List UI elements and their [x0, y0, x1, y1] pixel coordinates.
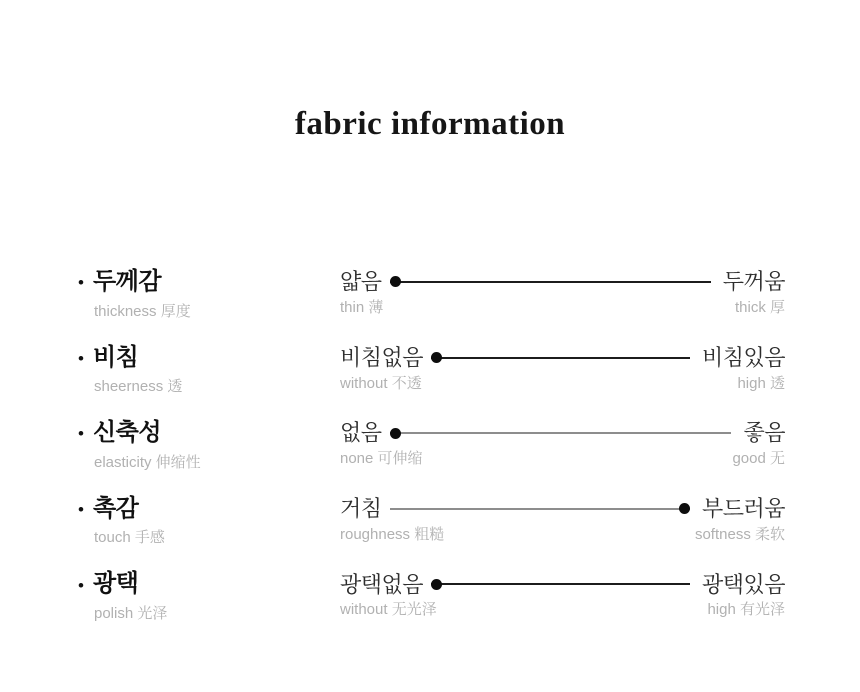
scale-marker-dot — [679, 503, 690, 514]
scale-line — [431, 583, 690, 585]
scale-marker-dot — [431, 579, 442, 590]
attribute-scale-block — [340, 495, 785, 544]
scale-marker-dot — [390, 428, 401, 439]
attribute-scale-block — [340, 344, 785, 393]
attribute-name: 광택 — [93, 570, 139, 598]
attribute-subtitle: thickness 厚度 — [94, 302, 191, 320]
fabric-attribute-row — [78, 268, 785, 321]
attribute-subtitle: touch 手感 — [94, 529, 165, 547]
scale-line — [390, 508, 690, 510]
scale-track — [431, 578, 690, 590]
page-title: fabric information — [294, 106, 566, 142]
scale-left-label: 광택없음 — [340, 571, 424, 597]
attribute-label-block — [78, 268, 340, 321]
scale-marker-dot — [390, 276, 401, 287]
scale-left-label: 없음 — [340, 420, 382, 446]
scale-left-sublabel: roughness 粗糙 — [340, 525, 445, 543]
scale-left-label: 비침없음 — [340, 344, 424, 370]
scale-right-label: 비침있음 — [701, 344, 785, 370]
scale-line — [390, 432, 732, 434]
scale-track — [390, 276, 711, 288]
fabric-attribute-row — [78, 419, 785, 472]
scale-right-sublabel: softness 柔软 — [694, 525, 785, 543]
attribute-label-block — [78, 570, 340, 623]
attribute-label-block — [78, 495, 340, 548]
attribute-subtitle: elasticity 伸缩性 — [94, 453, 201, 471]
fabric-attribute-row — [78, 344, 785, 397]
fabric-attribute-row — [78, 570, 785, 623]
attribute-scale-block — [340, 419, 785, 468]
bullet-icon: • — [78, 575, 84, 595]
bullet-icon: • — [78, 500, 84, 520]
scale-left-sublabel: without 无光泽 — [340, 601, 437, 619]
scale-track — [390, 503, 690, 515]
scale-marker-dot — [431, 352, 442, 363]
attribute-subtitle: sheerness 透 — [94, 378, 183, 396]
scale-right-sublabel: thick 厚 — [734, 298, 785, 316]
scale-right-label: 좋음 — [743, 420, 785, 446]
scale-track — [431, 352, 690, 364]
attribute-name: 촉감 — [93, 494, 139, 522]
scale-left-sublabel: without 不透 — [340, 374, 422, 392]
attribute-label-block — [78, 419, 340, 472]
attribute-scale-block — [340, 570, 785, 619]
attribute-label-block — [78, 344, 340, 397]
fabric-attribute-row — [78, 495, 785, 548]
scale-left-label: 얇음 — [340, 269, 382, 295]
scale-left-sublabel: none 可伸缩 — [340, 450, 423, 468]
scale-right-label: 광택있음 — [701, 571, 785, 597]
scale-right-label: 두꺼움 — [722, 269, 785, 295]
scale-right-sublabel: high 透 — [737, 374, 785, 392]
scale-right-sublabel: high 有光泽 — [707, 601, 785, 619]
bullet-icon: • — [78, 348, 84, 368]
scale-left-sublabel: thin 薄 — [340, 298, 384, 316]
scale-line — [431, 357, 690, 359]
attribute-name: 두께감 — [93, 267, 162, 295]
attribute-scale-block — [340, 268, 785, 317]
attribute-name: 비침 — [93, 343, 139, 371]
fabric-attributes-list — [78, 268, 785, 623]
scale-left-label: 거침 — [340, 496, 382, 522]
attribute-subtitle: polish 光泽 — [94, 604, 168, 622]
scale-line — [390, 281, 711, 283]
scale-right-label: 부드러움 — [701, 496, 785, 522]
scale-right-sublabel: good 无 — [732, 450, 785, 468]
attribute-name: 신축성 — [93, 419, 162, 447]
bullet-icon: • — [78, 424, 84, 444]
scale-track — [390, 427, 732, 439]
bullet-icon: • — [78, 273, 84, 293]
